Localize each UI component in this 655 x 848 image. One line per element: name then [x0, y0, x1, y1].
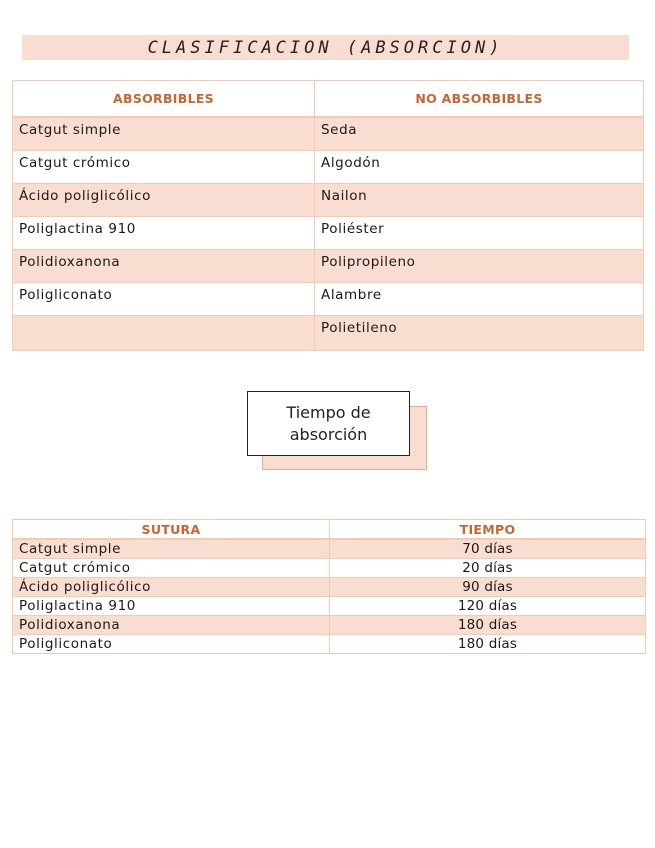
table-row: [13, 559, 646, 578]
box-line-1: Tiempo de: [286, 402, 371, 422]
no-absorbible-cell: Polietileno: [315, 315, 644, 350]
absorption-time-table: [12, 519, 646, 654]
suture-cell: Catgut simple: [13, 539, 330, 559]
box-line-2: absorción: [289, 424, 368, 444]
suture-cell: Catgut crómico: [13, 559, 330, 578]
no-absorbible-cell: Alambre: [315, 282, 644, 315]
title-band: [22, 35, 629, 60]
absorbible-cell: Polidioxanona: [13, 249, 315, 282]
no-absorbible-cell: Algodón: [315, 150, 644, 183]
no-absorbible-cell: Seda: [315, 117, 644, 150]
suture-cell: Polidioxanona: [13, 616, 330, 635]
table-row: [13, 282, 644, 315]
table-row: [13, 597, 646, 616]
absorbible-cell: Poliglactina 910: [13, 216, 315, 249]
time-cell: 90 días: [330, 578, 646, 597]
time-cell: 180 días: [330, 616, 646, 635]
table-row: [13, 117, 644, 150]
table-row: [13, 150, 644, 183]
time-cell: 180 días: [330, 635, 646, 654]
suture-cell: Poliglactina 910: [13, 597, 330, 616]
table-row: [13, 249, 644, 282]
header-absorbibles: ABSORBIBLES: [13, 81, 315, 118]
absorbible-cell: Catgut simple: [13, 117, 315, 150]
absorption-time-box: [247, 391, 410, 456]
header-sutura: SUTURA: [13, 520, 330, 540]
absorption-header-row: [13, 520, 646, 540]
no-absorbible-cell: Polipropileno: [315, 249, 644, 282]
absorbible-cell: Ácido poliglicólico: [13, 183, 315, 216]
table-row: [13, 315, 644, 350]
suture-cell: Poligliconato: [13, 635, 330, 654]
time-cell: 70 días: [330, 539, 646, 559]
time-cell: 20 días: [330, 559, 646, 578]
absorbible-cell: [13, 315, 315, 350]
header-no-absorbibles: NO ABSORBIBLES: [315, 81, 644, 118]
table-row: [13, 616, 646, 635]
table-row: [13, 539, 646, 559]
time-cell: 120 días: [330, 597, 646, 616]
table-row: [13, 183, 644, 216]
suture-cell: Ácido poliglicólico: [13, 578, 330, 597]
no-absorbible-cell: Poliéster: [315, 216, 644, 249]
no-absorbible-cell: Nailon: [315, 183, 644, 216]
absorbible-cell: Catgut crómico: [13, 150, 315, 183]
table-row: [13, 216, 644, 249]
classification-table: [12, 80, 644, 351]
table-row: [13, 578, 646, 597]
header-tiempo: TIEMPO: [330, 520, 646, 540]
classification-header-row: [13, 81, 644, 118]
table-row: [13, 635, 646, 654]
absorbible-cell: Poligliconato: [13, 282, 315, 315]
page-title: CLASIFICACION (ABSORCION): [147, 37, 504, 58]
